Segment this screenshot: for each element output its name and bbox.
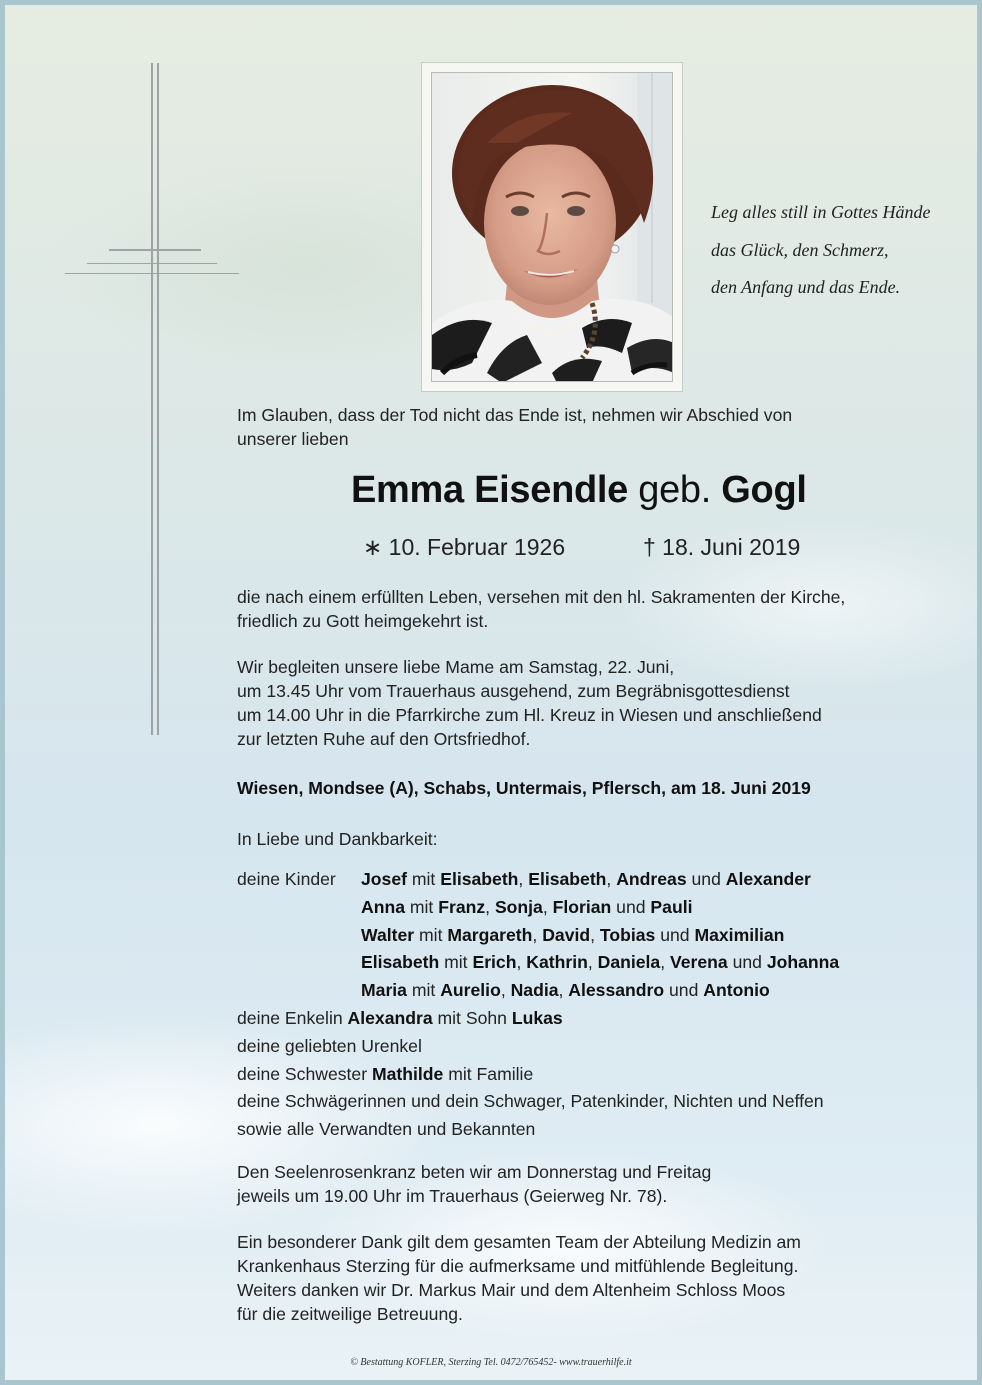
funeral-line: um 13.45 Uhr vom Trauerhaus ausgehend, zum Begräbnisgottesdienst: [237, 681, 790, 701]
intro-line: unserer lieben: [237, 429, 349, 449]
poem-line: Leg alles still in Gottes Hände: [711, 202, 931, 222]
children-row: Anna mit Franz, Sonja, Florian und Pauli: [361, 896, 693, 917]
place-date: Wiesen, Mondsee (A), Schabs, Untermais, Pflersch, am 18. Juni 2019: [237, 778, 811, 798]
passing-line: die nach einem erfüllten Leben, versehen mit den hl. Sakramenten der Kirche,: [237, 587, 846, 607]
children-row: Josef mit Elisabeth, Elisabeth, Andreas und Alexander: [361, 869, 811, 889]
intro-line: Im Glauben, dass der Tod nicht das Ende ist, nehmen wir Abschied von: [237, 405, 793, 425]
thanks-line: für die zeitweilige Betreuung.: [237, 1304, 463, 1324]
relatives-row: sowie alle Verwandten und Bekannten: [237, 1119, 536, 1140]
relatives-row: deine Schwester Mathilde mit Familie: [237, 1063, 534, 1084]
poem: [711, 194, 931, 307]
passing-line: friedlich zu Gott heimgekehrt ist.: [237, 611, 489, 631]
birth-date: ∗ 10. Februar 1926: [363, 534, 566, 560]
children-row: Maria mit Aurelio, Nadia, Alessandro und Antonio: [361, 980, 770, 1001]
relatives-row: deine Enkelin Alexandra mit Sohn Lukas: [237, 1008, 563, 1028]
funeral-line: Wir begleiten unsere liebe Mame am Samstag, 22. Juni,: [237, 657, 675, 677]
relatives-row: deine Schwägerinnen und dein Schwager, Patenkinder, Nichten und Neffen: [237, 1091, 824, 1112]
relatives-row: deine geliebten Urenkel: [237, 1035, 422, 1056]
in-love-label: In Liebe und Dankbarkeit:: [237, 829, 438, 849]
poem-line: das Glück, den Schmerz,: [711, 239, 889, 260]
thanks-line: Ein besonderer Dank gilt dem gesamten Team der Abteilung Medizin am: [237, 1232, 801, 1252]
funeral-line: zur letzten Ruhe auf den Ortsfriedhof.: [237, 729, 531, 749]
rosary-line: Den Seelenrosenkranz beten wir am Donnerstag und Freitag: [237, 1162, 712, 1182]
thanks-line: Krankenhaus Sterzing für die aufmerksame und mitfühlende Begleitung.: [237, 1256, 799, 1276]
portrait-frame: [421, 62, 683, 392]
poem-line: den Anfang und das Ende.: [711, 277, 901, 297]
footer-credit: © Bestattung KOFLER, Sterzing Tel. 0472/765452- www.trauerhilfe.it: [350, 1357, 632, 1368]
children-label: deine Kinder: [237, 869, 336, 889]
rosary-line: jeweils um 19.00 Uhr im Trauerhaus (Geierweg Nr. 78).: [237, 1186, 668, 1206]
portrait-photo: [431, 72, 673, 382]
funeral-line: um 14.00 Uhr in die Pfarrkirche zum Hl. Kreuz in Wiesen und anschließend: [237, 705, 822, 725]
children-row: Walter mit Margareth, David, Tobias und Maximilian: [361, 924, 785, 945]
geb-label: geb.: [638, 469, 712, 511]
thanks-line: Weiters danken wir Dr. Markus Mair und dem Altenheim Schloss Moos: [237, 1280, 786, 1300]
first-name: Emma Eisendle: [351, 469, 628, 511]
maiden-name: Gogl: [721, 469, 807, 511]
children-row: Elisabeth mit Erich, Kathrin, Daniela, Verena und Johanna: [361, 952, 840, 973]
deceased-name: [351, 467, 807, 513]
death-date: † 18. Juni 2019: [643, 534, 801, 560]
